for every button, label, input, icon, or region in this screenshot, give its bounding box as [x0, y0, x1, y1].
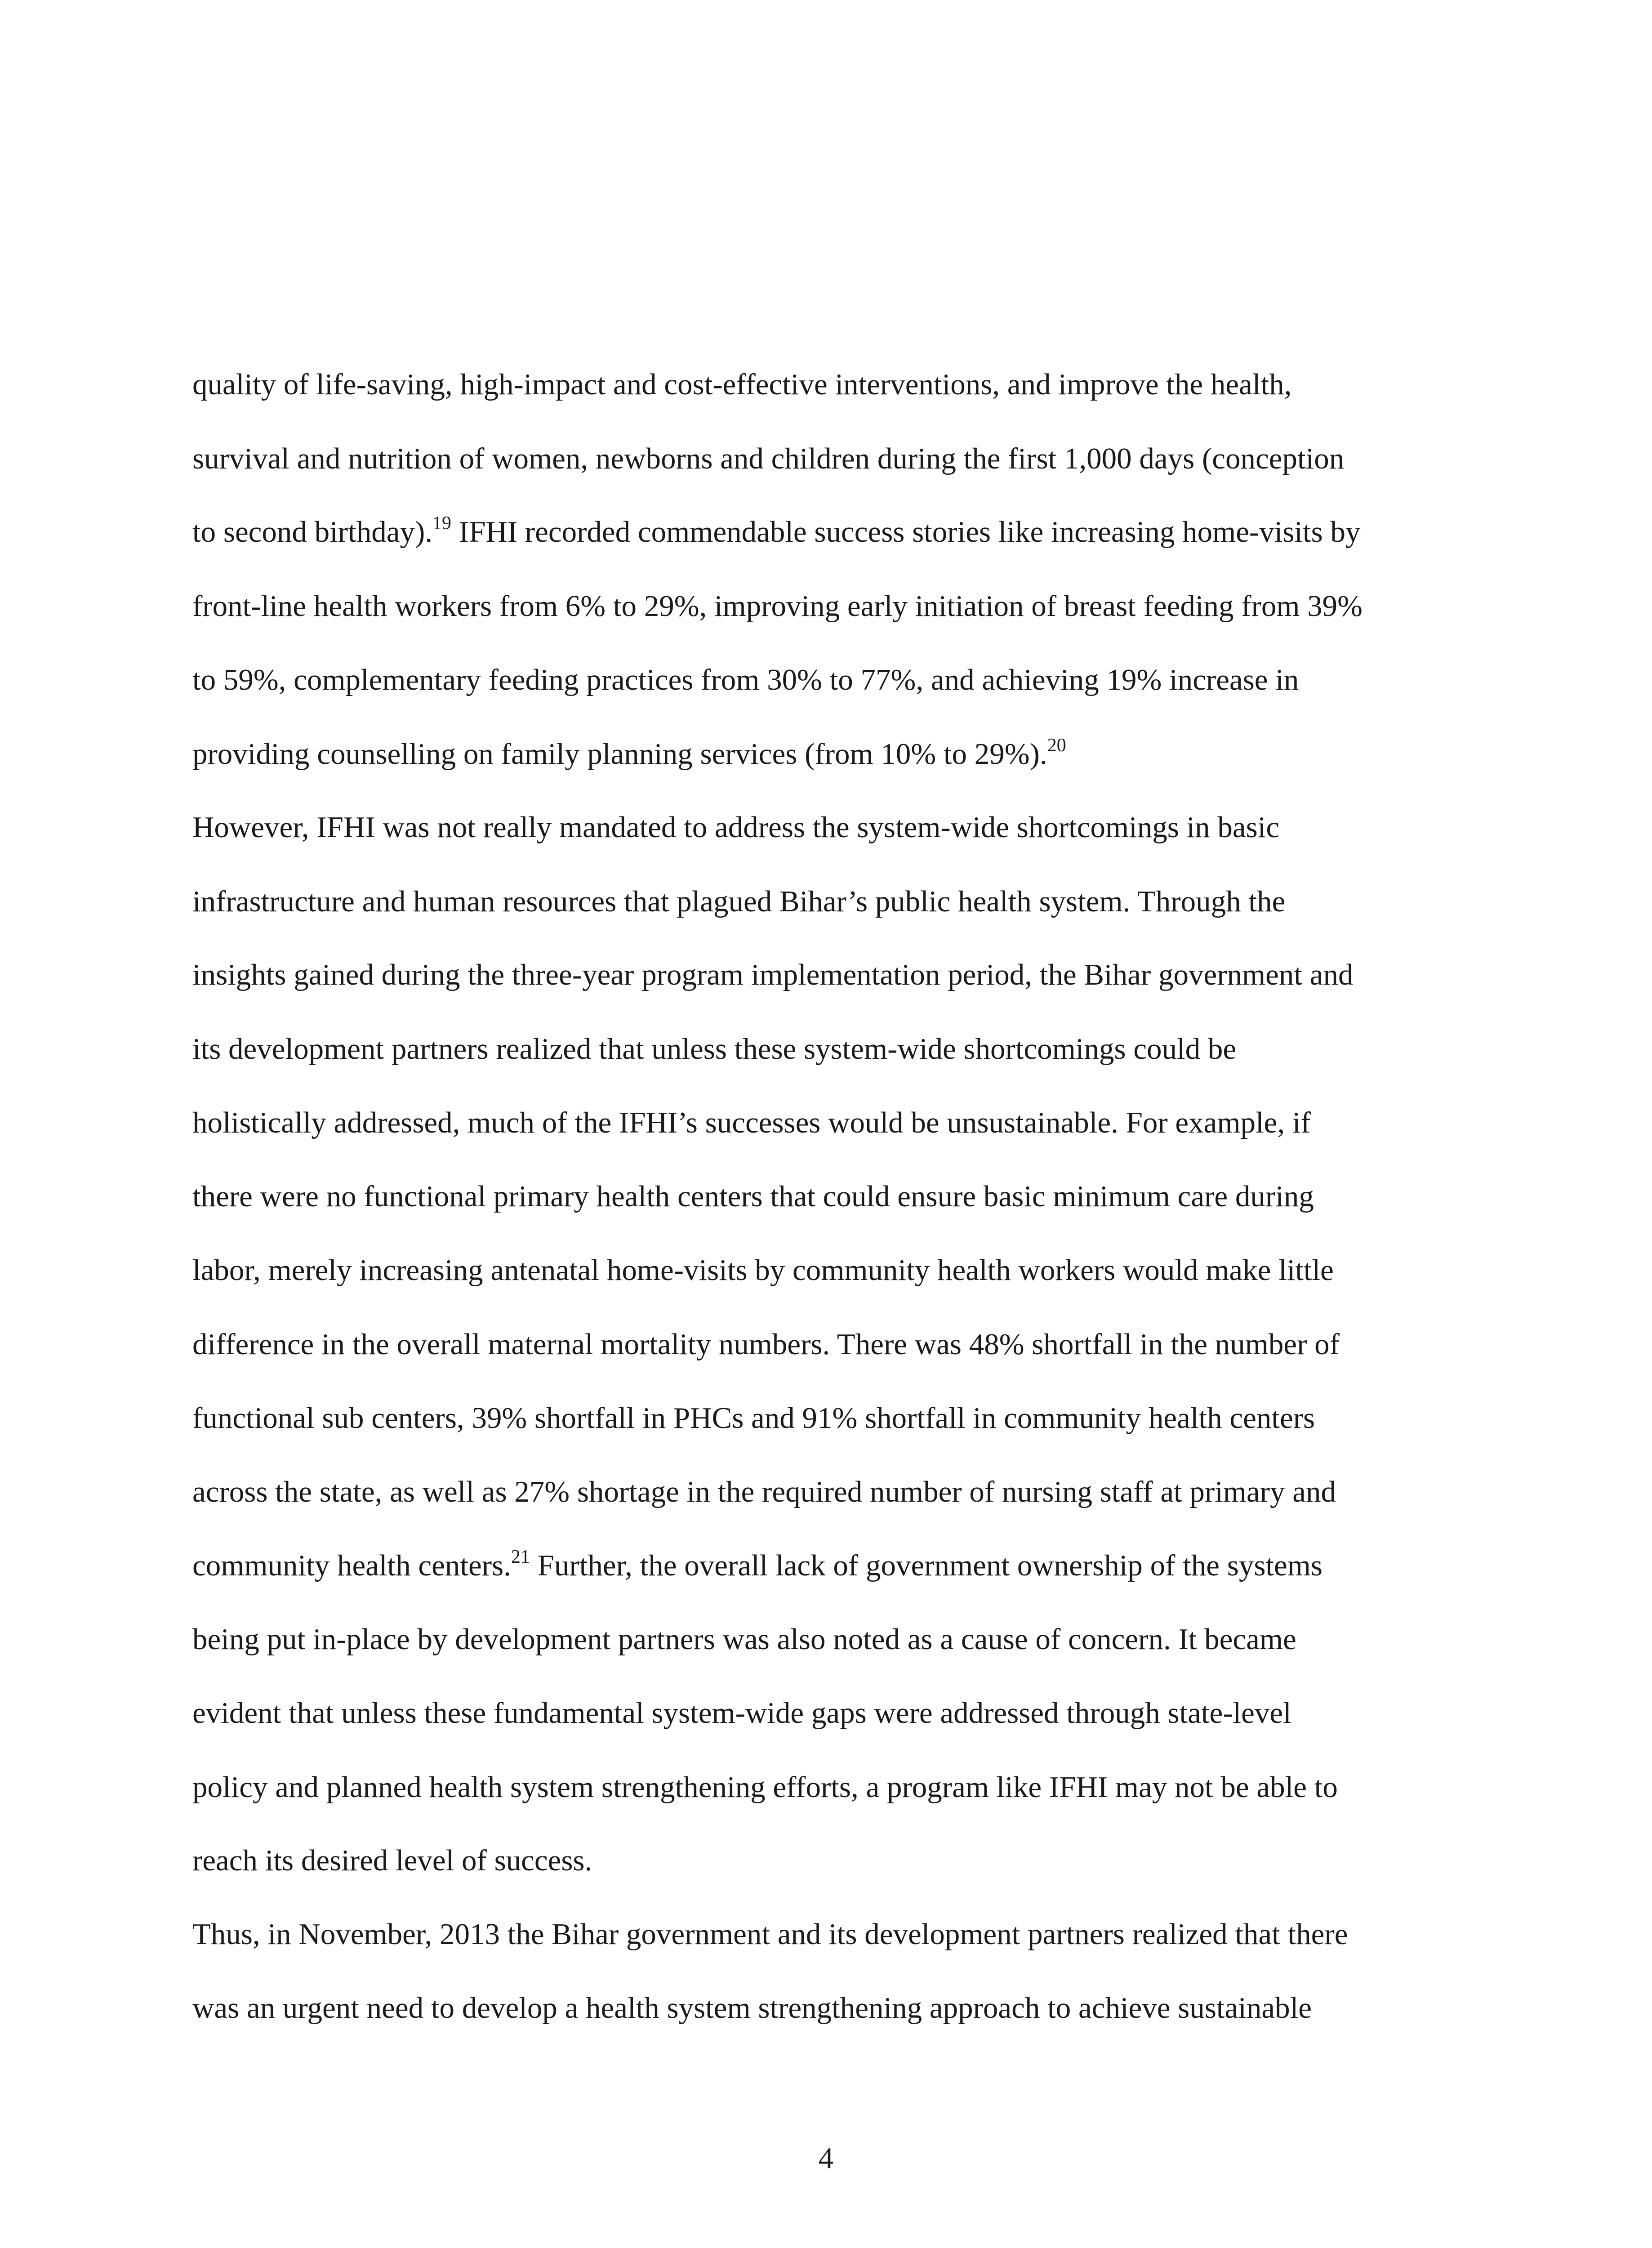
text-line: holistically addressed, much of the IFHI’s successes would be unsustainable. For example, if [192, 1106, 1311, 1139]
text-line: survival and nutrition of women, newborns and children during the first 1,000 days (conception [192, 442, 1345, 475]
text-segment: IFHI recorded commendable success stories like increasing home-visits by [451, 515, 1361, 549]
text-line: across the state, as well as 27% shortage in the required number of nursing staff at primary and [192, 1475, 1336, 1508]
text-line: its development partners realized that unless these system-wide shortcomings could be [192, 1032, 1237, 1066]
text-line: However, IFHI was not really mandated to address the system-wide shortcomings in basic [192, 811, 1280, 844]
text-line [192, 1548, 1322, 1583]
text-line: policy and planned health system strengthening efforts, a program like IFHI may not be able to [192, 1771, 1338, 1804]
text-line [192, 514, 1360, 550]
text-line: there were no functional primary health centers that could ensure basic minimum care during [192, 1180, 1314, 1213]
text-line [192, 736, 1066, 772]
text-line: functional sub centers, 39% shortfall in PHCs and 91% shortfall in community health centers [192, 1401, 1315, 1435]
text-line: insights gained during the three-year program implementation period, the Bihar government and [192, 958, 1354, 991]
text-line: evident that unless these fundamental system-wide gaps were addressed through state-level [192, 1696, 1291, 1730]
text-segment: to second birthday). [192, 515, 433, 549]
page-number: 4 [818, 2141, 834, 2175]
text-segment: community health centers. [192, 1549, 511, 1582]
text-line: to 59%, complementary feeding practices from 30% to 77%, and achieving 19% increase in [192, 663, 1299, 696]
footnote-ref-19: 19 [432, 513, 452, 534]
text-line: was an urgent need to develop a health system strengthening approach to achieve sustainable [192, 1991, 1312, 2025]
text-line: difference in the overall maternal mortality numbers. There was 48% shortfall in the number of [192, 1328, 1340, 1361]
text-line: quality of life-saving, high-impact and cost-effective interventions, and improve the health, [192, 368, 1292, 401]
text-line: being put in-place by development partners was also noted as a cause of concern. It became [192, 1623, 1296, 1656]
text-line: infrastructure and human resources that plagued Bihar’s public health system. Through the [192, 885, 1286, 918]
text-line: Thus, in November, 2013 the Bihar government and its development partners realized that there [192, 1918, 1348, 1951]
footnote-ref-21: 21 [511, 1547, 530, 1567]
text-line: labor, merely increasing antenatal home-visits by community health workers would make little [192, 1253, 1334, 1287]
text-segment: Further, the overall lack of government ownership of the systems [530, 1549, 1322, 1582]
footnote-ref-20: 20 [1047, 735, 1066, 756]
text-line: front-line health workers from 6% to 29%, improving early initiation of breast feeding from 39% [192, 589, 1363, 623]
text-line: reach its desired level of success. [192, 1844, 592, 1877]
text-segment: providing counselling on family planning services (from 10% to 29%). [192, 737, 1047, 771]
